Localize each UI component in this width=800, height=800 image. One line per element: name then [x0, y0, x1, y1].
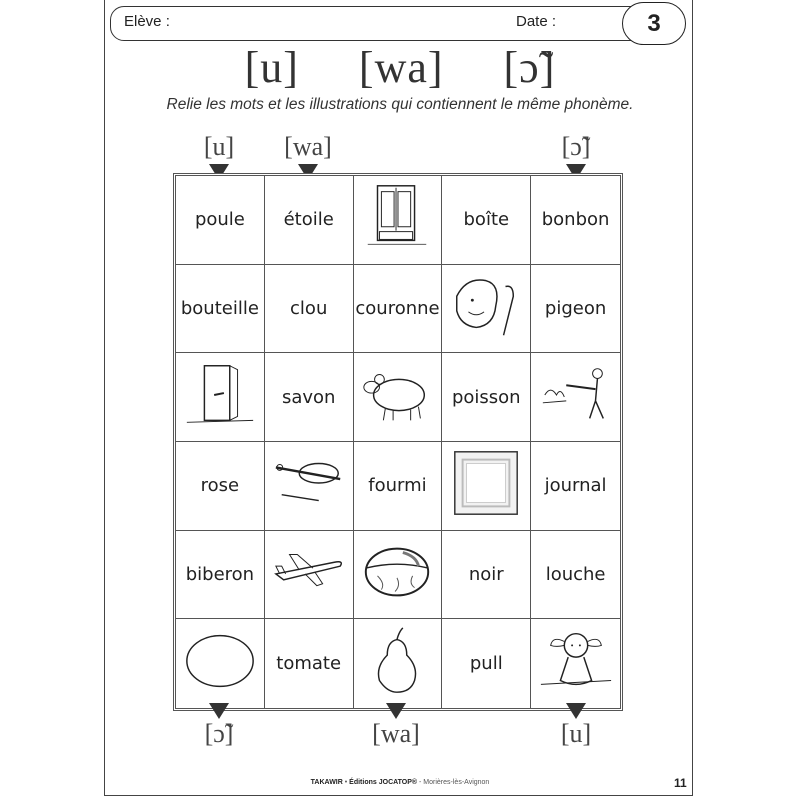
lemon-icon	[181, 622, 259, 705]
word-label: clou	[290, 297, 328, 319]
handkerchief-icon	[447, 444, 525, 527]
word-label: couronne	[355, 297, 440, 319]
word-label: noir	[468, 563, 504, 585]
word-cell[interactable]	[531, 442, 620, 531]
word-label: louche	[545, 563, 606, 585]
title-phoneme-u: [u]	[244, 43, 299, 92]
date-label: Date :	[516, 13, 557, 30]
title-phoneme-wa: [wa]	[358, 43, 444, 92]
word-label: tomate	[276, 653, 342, 675]
airplane-icon	[270, 533, 348, 616]
word-cell[interactable]	[442, 531, 531, 620]
word-label: bonbon	[541, 209, 610, 231]
pear-icon	[358, 622, 436, 705]
door-icon	[181, 356, 259, 439]
child-finger-icon	[447, 267, 525, 350]
page-number: 11	[674, 776, 687, 790]
word-label: bouteille	[180, 297, 259, 319]
picture-cell[interactable]	[531, 619, 620, 708]
word-label: étoile	[283, 209, 334, 231]
word-label: poule	[194, 209, 245, 231]
word-cell[interactable]	[265, 265, 354, 354]
word-label: boîte	[463, 209, 510, 231]
sheep-icon	[358, 356, 436, 439]
student-label: Elève :	[124, 13, 170, 30]
picture-cell[interactable]	[354, 619, 443, 708]
top-marker-u: [u]	[203, 132, 235, 161]
word-cell[interactable]	[265, 176, 354, 265]
word-label: fourmi	[368, 475, 427, 497]
word-cell[interactable]	[354, 442, 443, 531]
word-label: pigeon	[544, 297, 607, 319]
doll-icon	[537, 622, 615, 705]
picture-cell[interactable]	[442, 442, 531, 531]
violin-icon	[270, 444, 348, 527]
walnut-icon	[358, 533, 436, 616]
instruction-text: Relie les mots et les illustrations qui contiennent le même phonème.	[166, 96, 634, 113]
footer-publisher: Éditions JOCATOP®	[349, 779, 418, 786]
arrow-down-icon	[386, 703, 406, 719]
word-cell[interactable]	[442, 353, 531, 442]
sheet-number-badge: 3	[622, 2, 686, 45]
word-picture-grid	[173, 173, 623, 711]
firefighter-icon	[537, 356, 615, 439]
word-label: pull	[469, 653, 503, 675]
word-cell[interactable]	[176, 531, 265, 620]
word-label: rose	[200, 475, 240, 497]
word-cell[interactable]	[265, 619, 354, 708]
picture-cell[interactable]	[354, 531, 443, 620]
word-label: poisson	[451, 386, 521, 408]
picture-cell[interactable]	[176, 353, 265, 442]
word-cell[interactable]	[176, 176, 265, 265]
word-cell[interactable]	[442, 619, 531, 708]
word-cell[interactable]	[531, 176, 620, 265]
word-cell[interactable]	[531, 531, 620, 620]
footer-credit: TAKAWIR • Éditions JOCATOP® - Morières-lès-Avignon	[310, 779, 490, 786]
word-cell[interactable]	[354, 265, 443, 354]
picture-cell[interactable]	[265, 442, 354, 531]
arrow-down-icon	[209, 703, 229, 719]
picture-cell[interactable]	[354, 353, 443, 442]
picture-cell[interactable]	[176, 619, 265, 708]
word-label: journal	[544, 475, 607, 497]
word-label: biberon	[185, 563, 255, 585]
word-label: savon	[281, 386, 336, 408]
arrow-down-icon	[566, 703, 586, 719]
picture-cell[interactable]	[354, 176, 443, 265]
bottom-marker-on: [ɔ̃]	[204, 719, 234, 748]
wardrobe-icon	[358, 178, 436, 261]
word-cell[interactable]	[442, 176, 531, 265]
top-marker-on: [ɔ̃]	[561, 132, 591, 161]
bottom-marker-u: [u]	[560, 719, 592, 748]
word-cell[interactable]	[176, 265, 265, 354]
word-cell[interactable]	[531, 265, 620, 354]
footer-brand: TAKAWIR	[310, 779, 343, 786]
top-marker-wa: [wa]	[284, 132, 332, 161]
picture-cell[interactable]	[442, 265, 531, 354]
bottom-marker-wa: [wa]	[372, 719, 420, 748]
picture-cell[interactable]	[265, 531, 354, 620]
word-cell[interactable]	[176, 442, 265, 531]
phoneme-title	[0, 42, 800, 93]
word-cell[interactable]	[265, 353, 354, 442]
picture-cell[interactable]	[531, 353, 620, 442]
student-header-box	[110, 6, 650, 41]
footer-location: - Morières-lès-Avignon	[419, 779, 490, 786]
title-phoneme-on: [ɔ̃]	[503, 43, 556, 92]
